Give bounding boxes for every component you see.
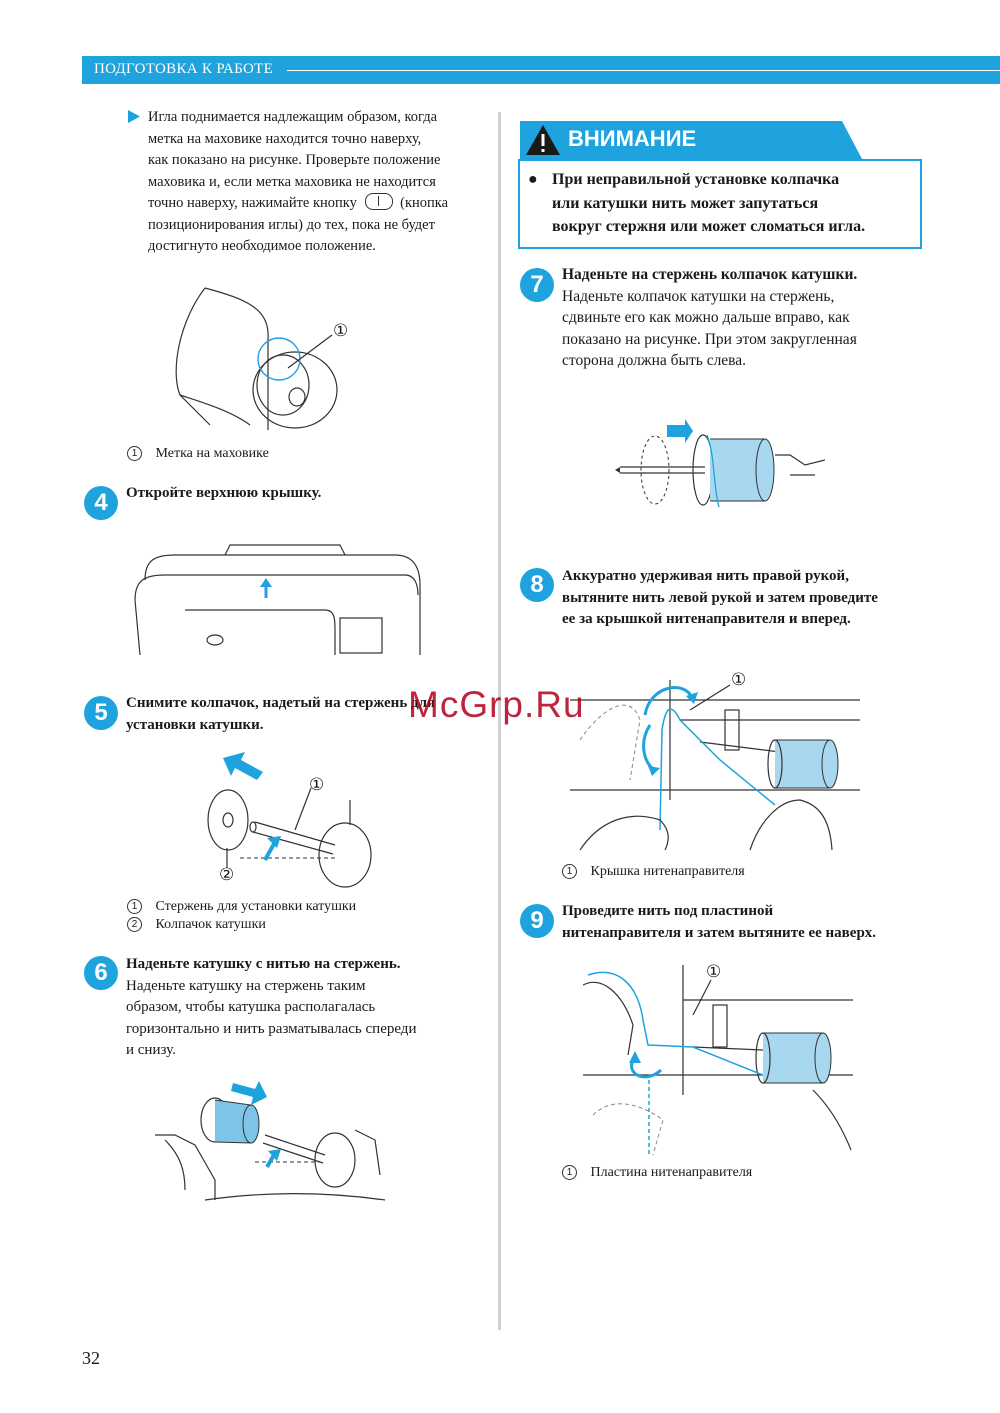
legend-row xyxy=(127,898,356,916)
legend-number: 1 xyxy=(562,864,577,879)
watermark: McGrp.Ru xyxy=(408,684,585,725)
intro-line: маховика и, если метка маховика не находится xyxy=(148,173,436,190)
step-number-badge: 6 xyxy=(84,956,118,990)
step-body: Наденьте катушку с нитью на стержень. Наденьте катушку на стержень таким образом, чтобы катушка располагалась горизонтально и нить разматывалась спереди и снизу. xyxy=(126,954,491,1062)
spool-placement-illustration xyxy=(155,1075,395,1205)
step-title: Аккуратно удерживая нить правой рукой, вытяните нить левой рукой и затем проведите ее за крышкой нитенаправителя и вперед. xyxy=(562,568,878,627)
legend-label: Стержень для установки катушки xyxy=(155,899,357,914)
step-number-badge: 9 xyxy=(520,904,554,938)
step-title: Проведите нить под пластиной нитенаправителя и затем вытяните ее наверх. xyxy=(562,903,877,941)
spool-cap-fitting-illustration xyxy=(615,415,825,510)
warning-triangle-icon xyxy=(525,124,561,156)
intro-line: позиционирования иглы) до тех, пока не будет xyxy=(148,216,435,233)
top-cover-illustration xyxy=(125,540,435,660)
header-rule xyxy=(287,70,1000,71)
legend-label: Крышка нитенаправителя xyxy=(590,864,745,879)
play-arrow-icon xyxy=(127,109,141,124)
warning-text: ● При неправильной установке колпачка или катушки нить может запутаться вокруг стержня или может сломаться игла. xyxy=(528,168,865,239)
figure-legend xyxy=(127,445,269,463)
legend-number: 1 xyxy=(127,899,142,914)
legend-label: Колпачок катушки xyxy=(155,917,266,932)
step-number-badge: 8 xyxy=(520,568,554,602)
figure-legend xyxy=(127,898,356,934)
legend-label: Метка на маховике xyxy=(155,446,269,461)
cap-callout: ② xyxy=(219,865,235,884)
step-title: Снимите колпачок, надетый на стержень для установки катушки. xyxy=(126,695,436,733)
legend-number: 1 xyxy=(127,446,142,461)
section-title: ПОДГОТОВКА К РАБОТЕ xyxy=(94,61,274,77)
rod-callout: ① xyxy=(309,775,325,794)
needle-position-button-icon xyxy=(365,193,393,210)
legend-number: 2 xyxy=(127,917,142,932)
intro-line: как показано на рисунке. Проверьте положение xyxy=(148,152,441,168)
guide-plate-callout: ① xyxy=(706,962,722,981)
page-number: 32 xyxy=(82,1348,100,1368)
figure-legend xyxy=(562,1164,752,1182)
flywheel-illustration xyxy=(170,280,370,440)
figure-legend xyxy=(562,863,745,881)
guide-cover-callout: ① xyxy=(731,670,747,689)
warning-title: ВНИМАНИЕ xyxy=(568,126,697,151)
step-body: Наденьте на стержень колпачок катушки. Наденьте колпачок катушки на стержень, сдвиньте его как можно дальше вправо, как показано на рисунке. При этом закругленная сторона должна быть слева. xyxy=(562,264,932,372)
intro-line: точно наверху, нажимайте кнопку (кнопка xyxy=(148,195,449,211)
step-number-badge: 7 xyxy=(520,268,554,302)
step-title: Откройте верхнюю крышку. xyxy=(126,485,322,501)
intro-line: метка на маховике находится точно наверху, xyxy=(148,130,422,147)
warning-title-tail xyxy=(842,121,862,159)
step-title: Наденьте на стержень колпачок катушки. xyxy=(562,266,858,283)
step-number-badge: 4 xyxy=(84,486,118,520)
legend-row xyxy=(127,916,356,934)
legend-label: Пластина нитенаправителя xyxy=(590,1165,753,1180)
intro-line: достигнуто необходимое положение. xyxy=(148,238,376,254)
intro-paragraph xyxy=(148,107,493,258)
step-title: Наденьте катушку с нитью на стержень. xyxy=(126,956,401,972)
thread-guide-plate-illustration xyxy=(583,962,855,1160)
legend-number: 1 xyxy=(562,1165,577,1180)
intro-line: Игла поднимается надлежащим образом, когда xyxy=(148,109,438,125)
bullet-icon: ● xyxy=(528,171,538,188)
thread-guide-cover-illustration xyxy=(570,670,862,860)
flywheel-callout: ① xyxy=(333,321,349,340)
step-number-badge: 5 xyxy=(84,696,118,730)
